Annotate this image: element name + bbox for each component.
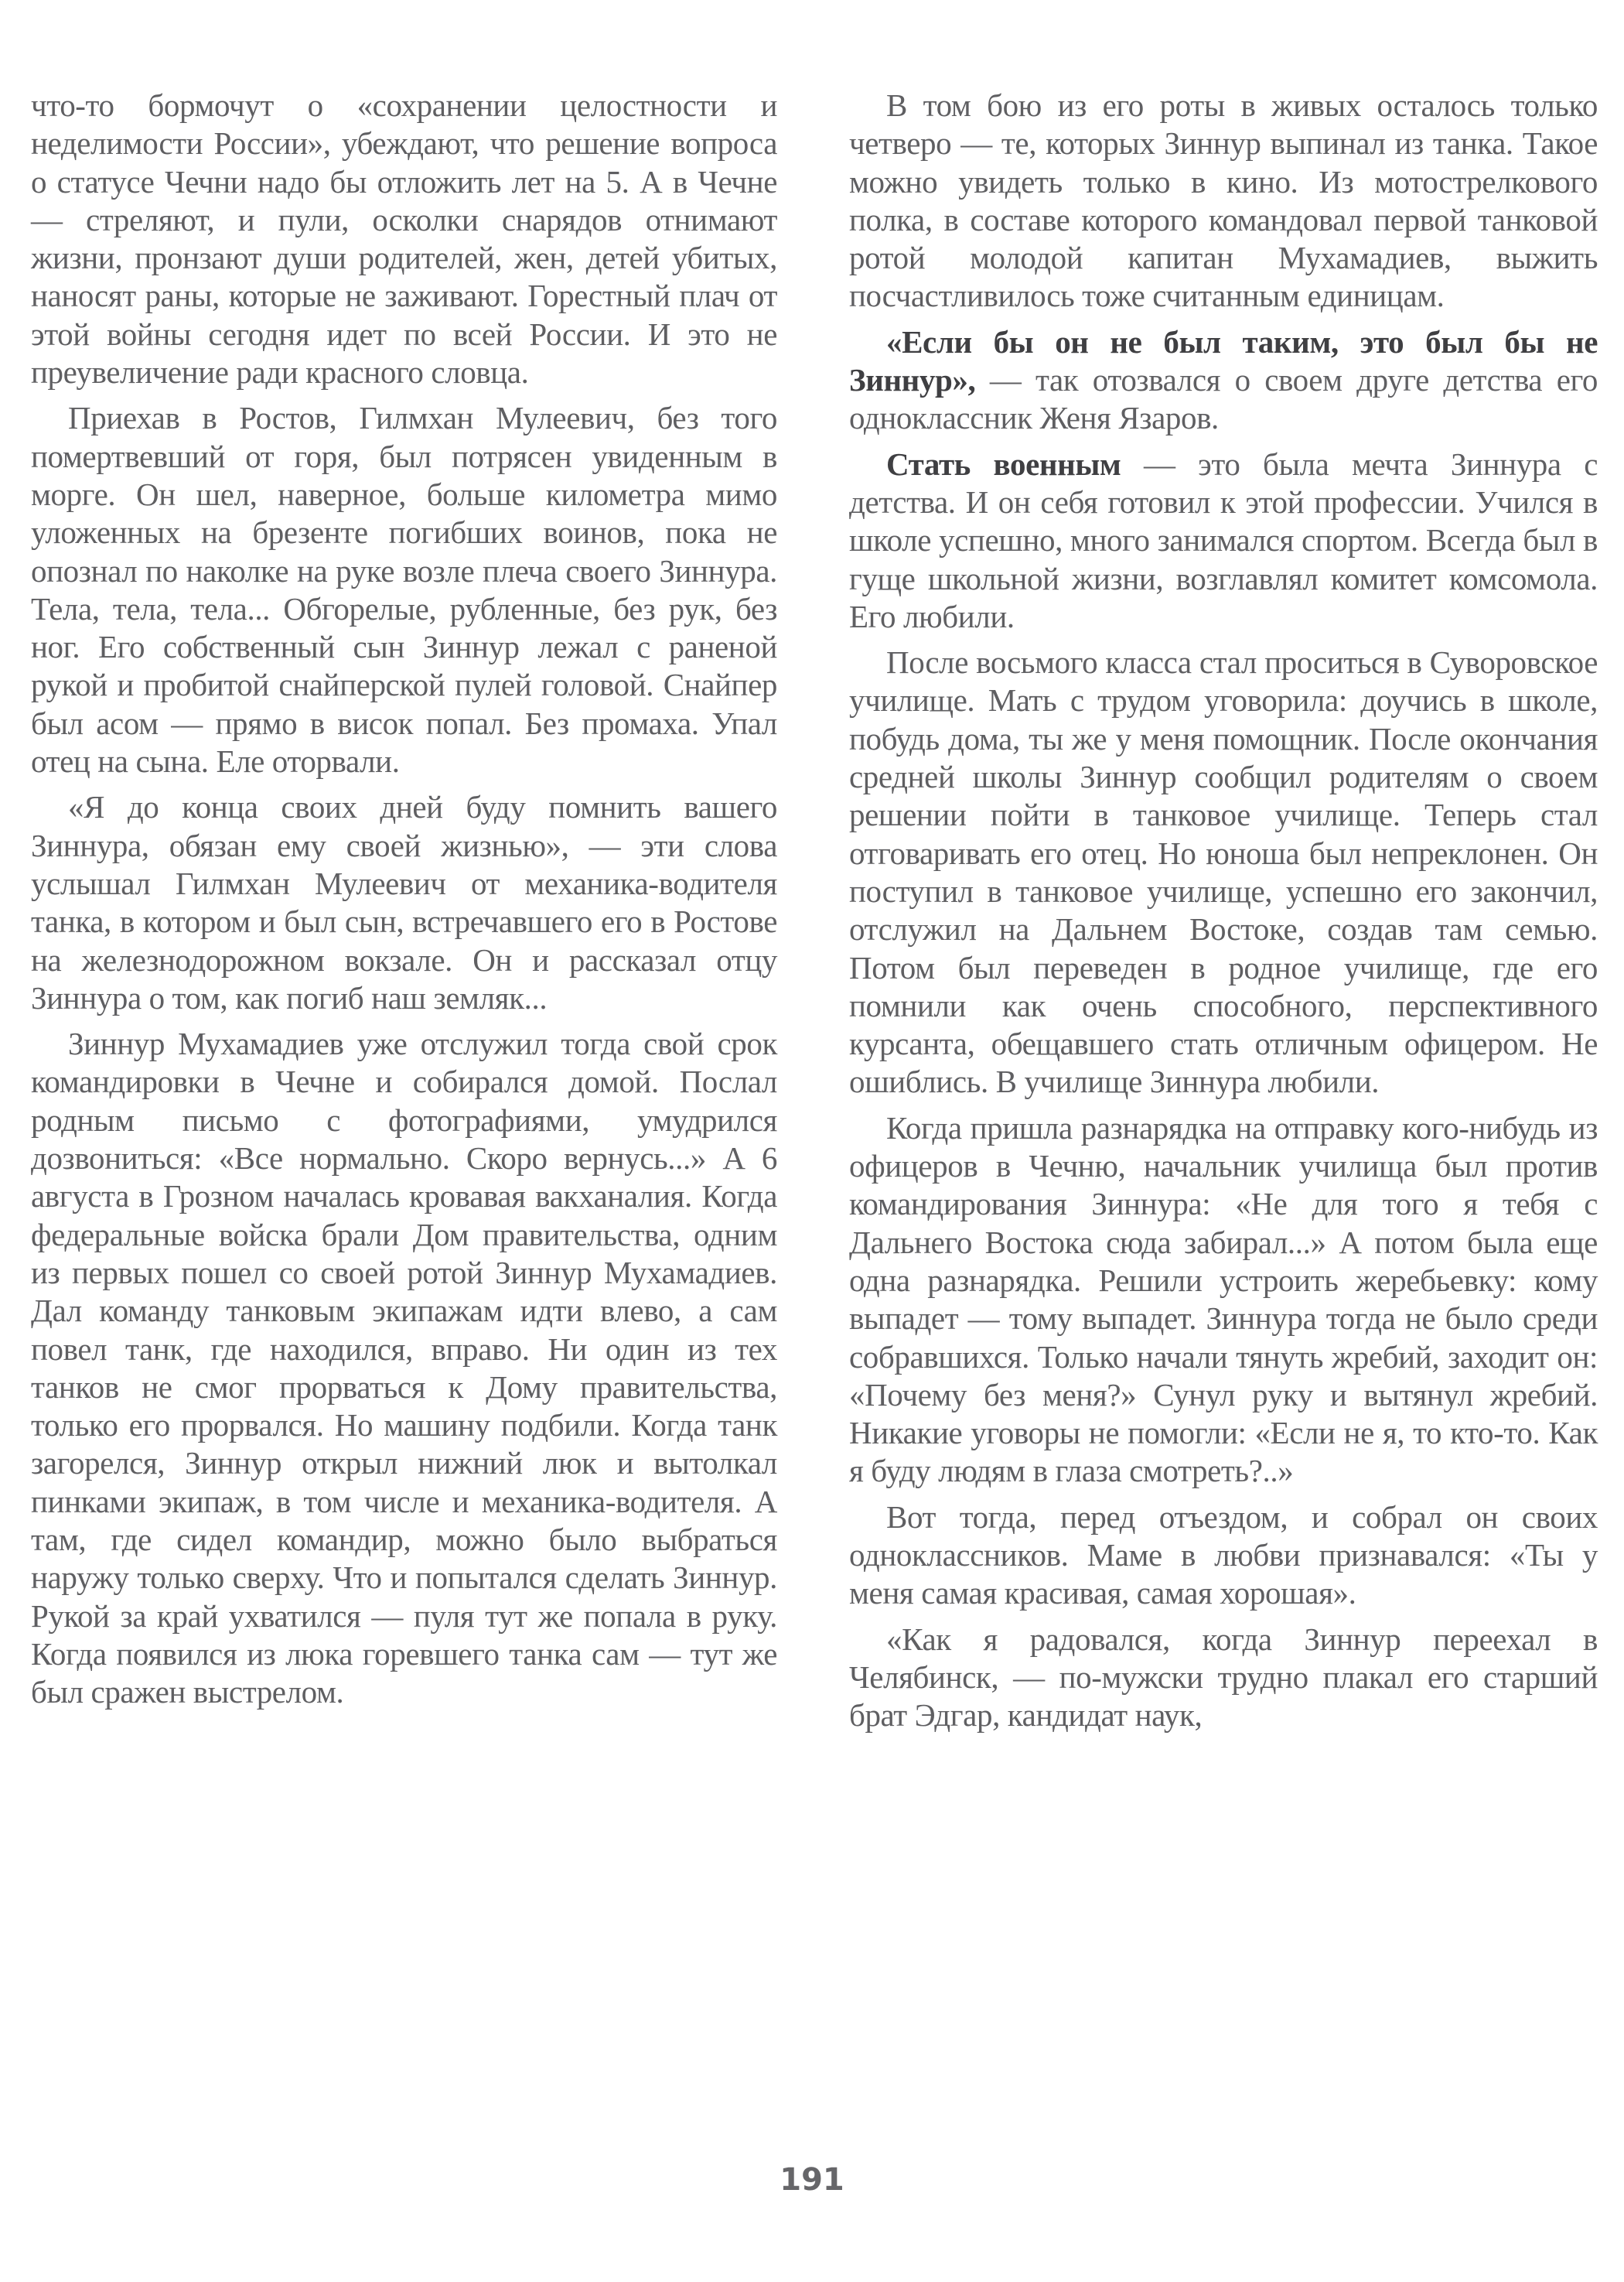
paragraph: После восьмого класса стал проситься в Суворовское училище. Мать с трудом уговорила: доучись в школе, побудь дома, ты же у меня помощник. После окончания средней школы Зиннур сообщил родителям о своем решении пойти в танковое училище. Теперь стал отговаривать его отец. Но юноша был непреклонен. Он поступил в танковое училище, успешно его закончил, отслужил на Дальнем Востоке, создав там семью. Потом был переведен в родное училище, где его помнили как очень способного, перспективного курсанта, обещавшего стать отличным офицером. Не ошиблись. В училище Зиннура любили. [849,644,1598,1100]
right-column [849,87,1598,1734]
paragraph-rest: — это была мечта Зиннура с детства. И он себя готовил к этой профессии. Учился в школе успешно, много занимался спортом. Всегда был в гуще школьной жизни, возглавлял комитет комсомола. Его любили. [849,446,1598,634]
paragraph: Когда пришла разнарядка на отправку кого-нибудь из офицеров в Чечню, начальник училища был против командирования Зиннура: «Не для того я тебя с Дальнего Востока сюда забирал...» А потом была еще одна разнарядка. Решили устроить жеребьевку: кому выпадет — тому выпадет. Зиннура тогда не было среди собравшихся. Только начали тянуть жребий, заходит он: «Почему без меня?» Сунул руку и вытянул жребий. Никакие уговоры не помогли: «Если не я, то кто-то. Как я буду людям в глаза смотреть?..» [849,1109,1598,1489]
paragraph: Приехав в Ростов, Гилмхан Мулеевич, без того помертвевший от горя, был потрясен увиденным в морге. Он шел, наверное, больше километра мимо уложенных на брезенте погибших воинов, пока не опознал по наколке на руке возле плеча своего Зиннура. Тела, тела, тела... Обгорелые, рубленные, без рук, без ног. Его собственный сын Зиннур лежал с раненой рукой и пробитой снайперской пулей головой. Снайпер был асом — прямо в висок попал. Без промаха. Упал отец на сына. Еле оторвали. [31,400,777,780]
left-column [31,87,777,1711]
paragraph-quote [849,323,1598,438]
paragraph: «Как я радовался, когда Зиннур переехал в Челябинск, — по-мужски трудно плакал его старший брат Эдгар, кандидат наук, [849,1621,1598,1734]
bold-lead-heading: Стать военным [886,446,1121,482]
bold-lead-quote: «Если бы он не был таким, это был бы не Зиннур», [849,323,1598,398]
paragraph: «Я до конца своих дней буду помнить вашего Зиннура, обязан ему своей жизнью», — эти слова услышал Гилмхан Мулеевич от механика-водителя танка, в котором и был сын, встречавшего его в Ростове на железнодорожном вокзале. Он и рассказал отцу Зиннура о том, как погиб наш земляк... [31,789,777,1016]
paragraph: В том бою из его роты в живых осталось только четверо — те, которых Зиннур выпинал из танка. Такое можно увидеть только в кино. Из мотострелкового полка, в составе которого командовал первой танковой ротой молодой капитан Мухамадиев, выжить посчастливилось тоже считанным единицам. [849,87,1598,314]
page-number: 191 [780,2162,844,2198]
paragraph: Зиннур Мухамадиев уже отслужил тогда свой срок командировки в Чечне и собирался домой. Послал родным письмо с фотографиями, умудрился дозвониться: «Все нормально. Скоро вернусь...» А 6 августа в Грозном началась кровавая вакханалия. Когда федеральные войска брали Дом правительства, одним из первых пошел со своей ротой Зиннур Мухамадиев. Дал команду танковым экипажам идти влево, а сам повел танк, где находился, вправо. Ни один из тех танков не смог прорваться к Дому правительства, только его прорвался. Но машину подбили. Когда танк загорелся, Зиннур открыл нижний люк и вытолкал пинками экипаж, в том числе и механика-водителя. А там, где сидел командир, можно было выбраться наружу только сверху. Что и попытался сделать Зиннур. Рукой за край ухватился — пуля тут же попала в руку. Когда появился из люка горевшего танка сам — тут же был сражен выстрелом. [31,1026,777,1710]
paragraph: Вот тогда, перед отъездом, и собрал он своих одноклассников. Маме в любви признавался: «Ты у меня самая красивая, самая хорошая». [849,1498,1598,1611]
paragraph-rest: — так отозвался о своем друге детства его одноклассник Женя Язаров. [849,362,1598,436]
paragraph: что-то бормочут о «сохранении целостности и неделимости России», убеждают, что решение вопроса о статусе Чечни надо бы отложить лет на 5. А в Чечне — стреляют, и пули, осколки снарядов отнимают жизни, пронзают души родителей, жен, детей убитых, наносят раны, которые не заживают. Горестный плач от этой войны сегодня идет по всей России. И это не преувеличение ради красного словца. [31,87,777,391]
paragraph-lead [849,446,1598,636]
